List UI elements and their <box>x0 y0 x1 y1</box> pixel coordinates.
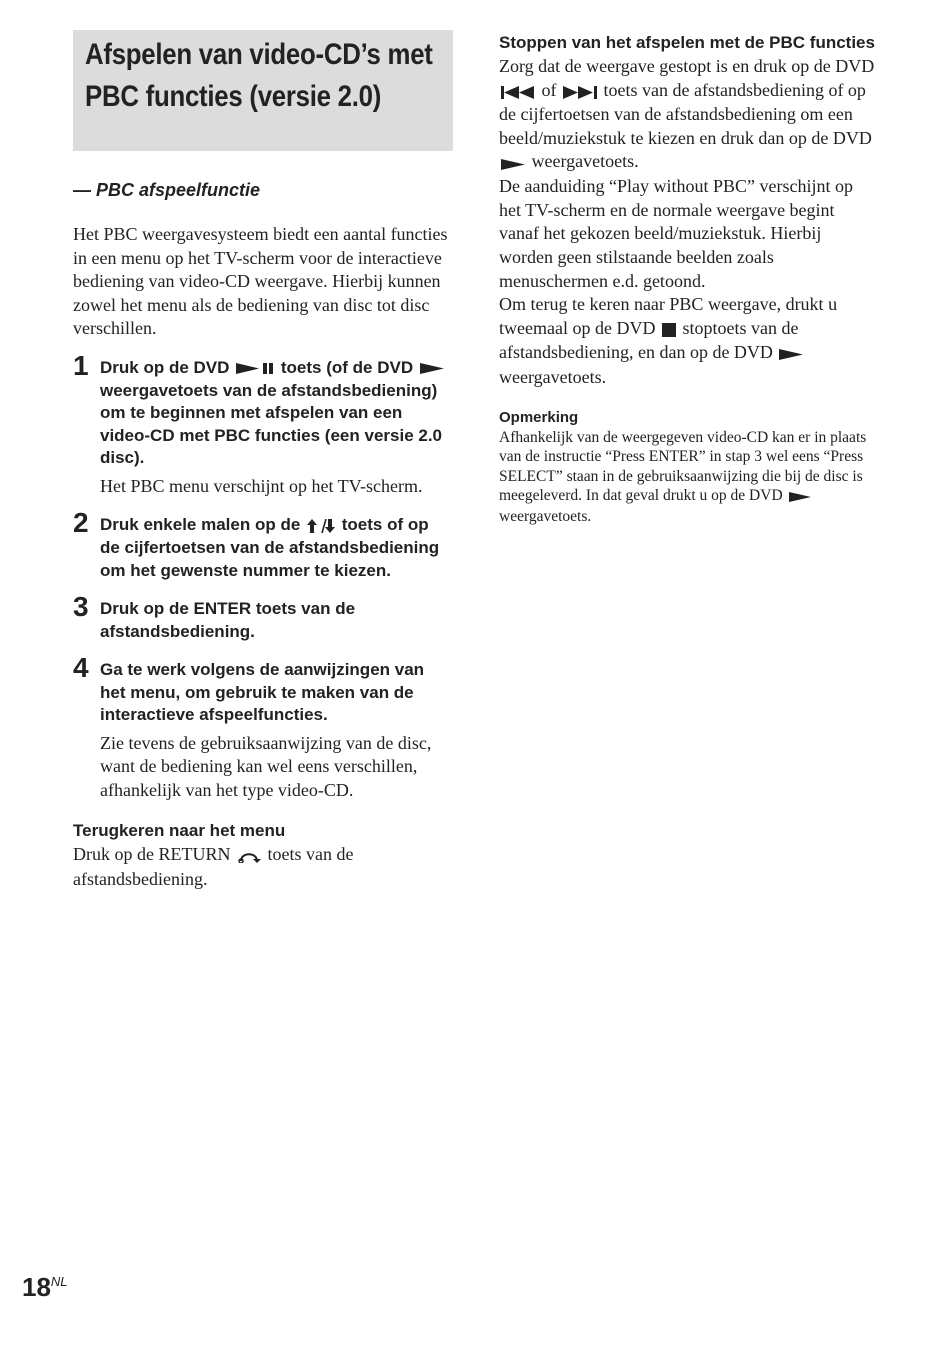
step-instruction: Ga te werk volgens de aanwijzingen van het menu, om gebruik te maken van de interactieve afspeelfuncties. <box>100 660 425 725</box>
page-title: Afspelen van video-CD’s met PBC functies (versie 2.0) <box>85 38 433 113</box>
section-heading: Terugkeren naar het menu <box>73 821 286 841</box>
note-body <box>499 428 879 527</box>
paragraph-text: weergavetoets. <box>531 151 639 172</box>
step-text: Druk enkele malen op de <box>100 515 301 535</box>
return-section <box>73 818 453 891</box>
page-number <box>22 1272 68 1303</box>
paragraph-text: Zorg dat de weergave gestopt is en druk op de DVD <box>499 56 875 76</box>
page-number-value: 18 <box>22 1272 51 1302</box>
left-column <box>73 30 453 892</box>
stop-paragraph-1 <box>499 55 879 175</box>
paragraph-text: weergavetoets. <box>499 367 607 388</box>
step-text: toets (of de DVD <box>280 357 414 377</box>
step-text: toets of op de cijfertoetsen van de afstandsbediening om het gewenste nummer te kiezen. <box>100 515 440 580</box>
note-text: weergavetoets. <box>499 507 592 525</box>
stop-icon <box>662 318 676 342</box>
intro-paragraph: Het PBC weergavesysteem biedt een aantal functies in een menu op het TV-scherm voor de interactieve bediening van video-CD weergave. Hierbij kunnen zowel het menu als de bediening van disc tot disc verschillen. <box>73 224 448 339</box>
step-number: 2 <box>73 507 89 539</box>
up-down-arrow-icon <box>307 515 335 538</box>
title-box <box>73 30 453 151</box>
paragraph-text: stoptoets van de afstandsbediening, en dan op de DVD <box>499 317 799 363</box>
step-note: Het PBC menu verschijnt op het TV-scherm. <box>100 475 423 496</box>
section-heading: Stoppen van het afspelen met de PBC functies <box>499 33 875 52</box>
play-icon <box>789 487 811 507</box>
paragraph-text: Om terug te keren naar PBC weergave, drukt u tweemaal op de DVD <box>499 294 838 338</box>
stop-paragraph-3 <box>499 293 879 390</box>
play-icon <box>420 357 444 380</box>
step-instruction <box>100 357 453 470</box>
step-text: Druk op de DVD <box>100 357 230 377</box>
step-number: 3 <box>73 591 89 623</box>
step-3 <box>73 591 453 643</box>
section-text: Druk op de RETURN <box>73 844 231 865</box>
step-4 <box>73 652 453 802</box>
step-instruction <box>100 514 453 582</box>
subtitle: — PBC afspeelfunctie <box>73 180 261 200</box>
step-text: weergavetoets van de afstandsbediening) om te beginnen met afspelen van een video-CD met PBC functies (een versie 2.0 disc). <box>100 380 443 468</box>
paragraph-text: of <box>541 79 557 100</box>
step-2 <box>73 507 453 582</box>
page-language: NL <box>50 1274 68 1289</box>
play-pause-icon <box>236 357 274 380</box>
next-icon <box>563 80 597 104</box>
section-body <box>73 843 453 891</box>
return-icon <box>237 844 261 868</box>
previous-icon <box>501 80 535 104</box>
step-note: Zie tevens de gebruiksaanwijzing van de disc, want de bediening kan wel eens verschillen, afhankelijk van het type video-CD. <box>100 732 432 800</box>
step-instruction: Druk op de ENTER toets van de afstandsbediening. <box>100 599 356 641</box>
step-1 <box>73 349 453 498</box>
step-number: 1 <box>73 349 89 381</box>
play-icon <box>501 152 525 176</box>
note-text: Afhankelijk van de weergegeven video-CD kan er in plaats van de instructie “Press ENTER” in stap 3 wel eens “Press SELECT” staan in de gebruiksaanwijzing die bij de disc is meegeleverd. In dat geval drukt u op de DVD <box>499 428 867 505</box>
step-number: 4 <box>73 652 89 684</box>
play-icon <box>779 342 803 366</box>
stop-paragraph-2: De aanduiding “Play without PBC” verschijnt op het TV-scherm en de normale weergave begint vanaf het gekozen beeld/muziekstuk. Hierbij worden geen stilstaande beelden zoals menuschermen e.d. getoond. <box>499 176 853 291</box>
right-column <box>499 30 879 526</box>
section-text: toets van de afstandsbediening. <box>73 844 354 890</box>
note-heading: Opmerking <box>499 408 579 426</box>
paragraph-text: toets van de afstandsbediening of op de cijfertoetsen van de afstandsbediening om een beeld/muziekstuk te kiezen en druk dan op de DVD <box>499 79 872 148</box>
